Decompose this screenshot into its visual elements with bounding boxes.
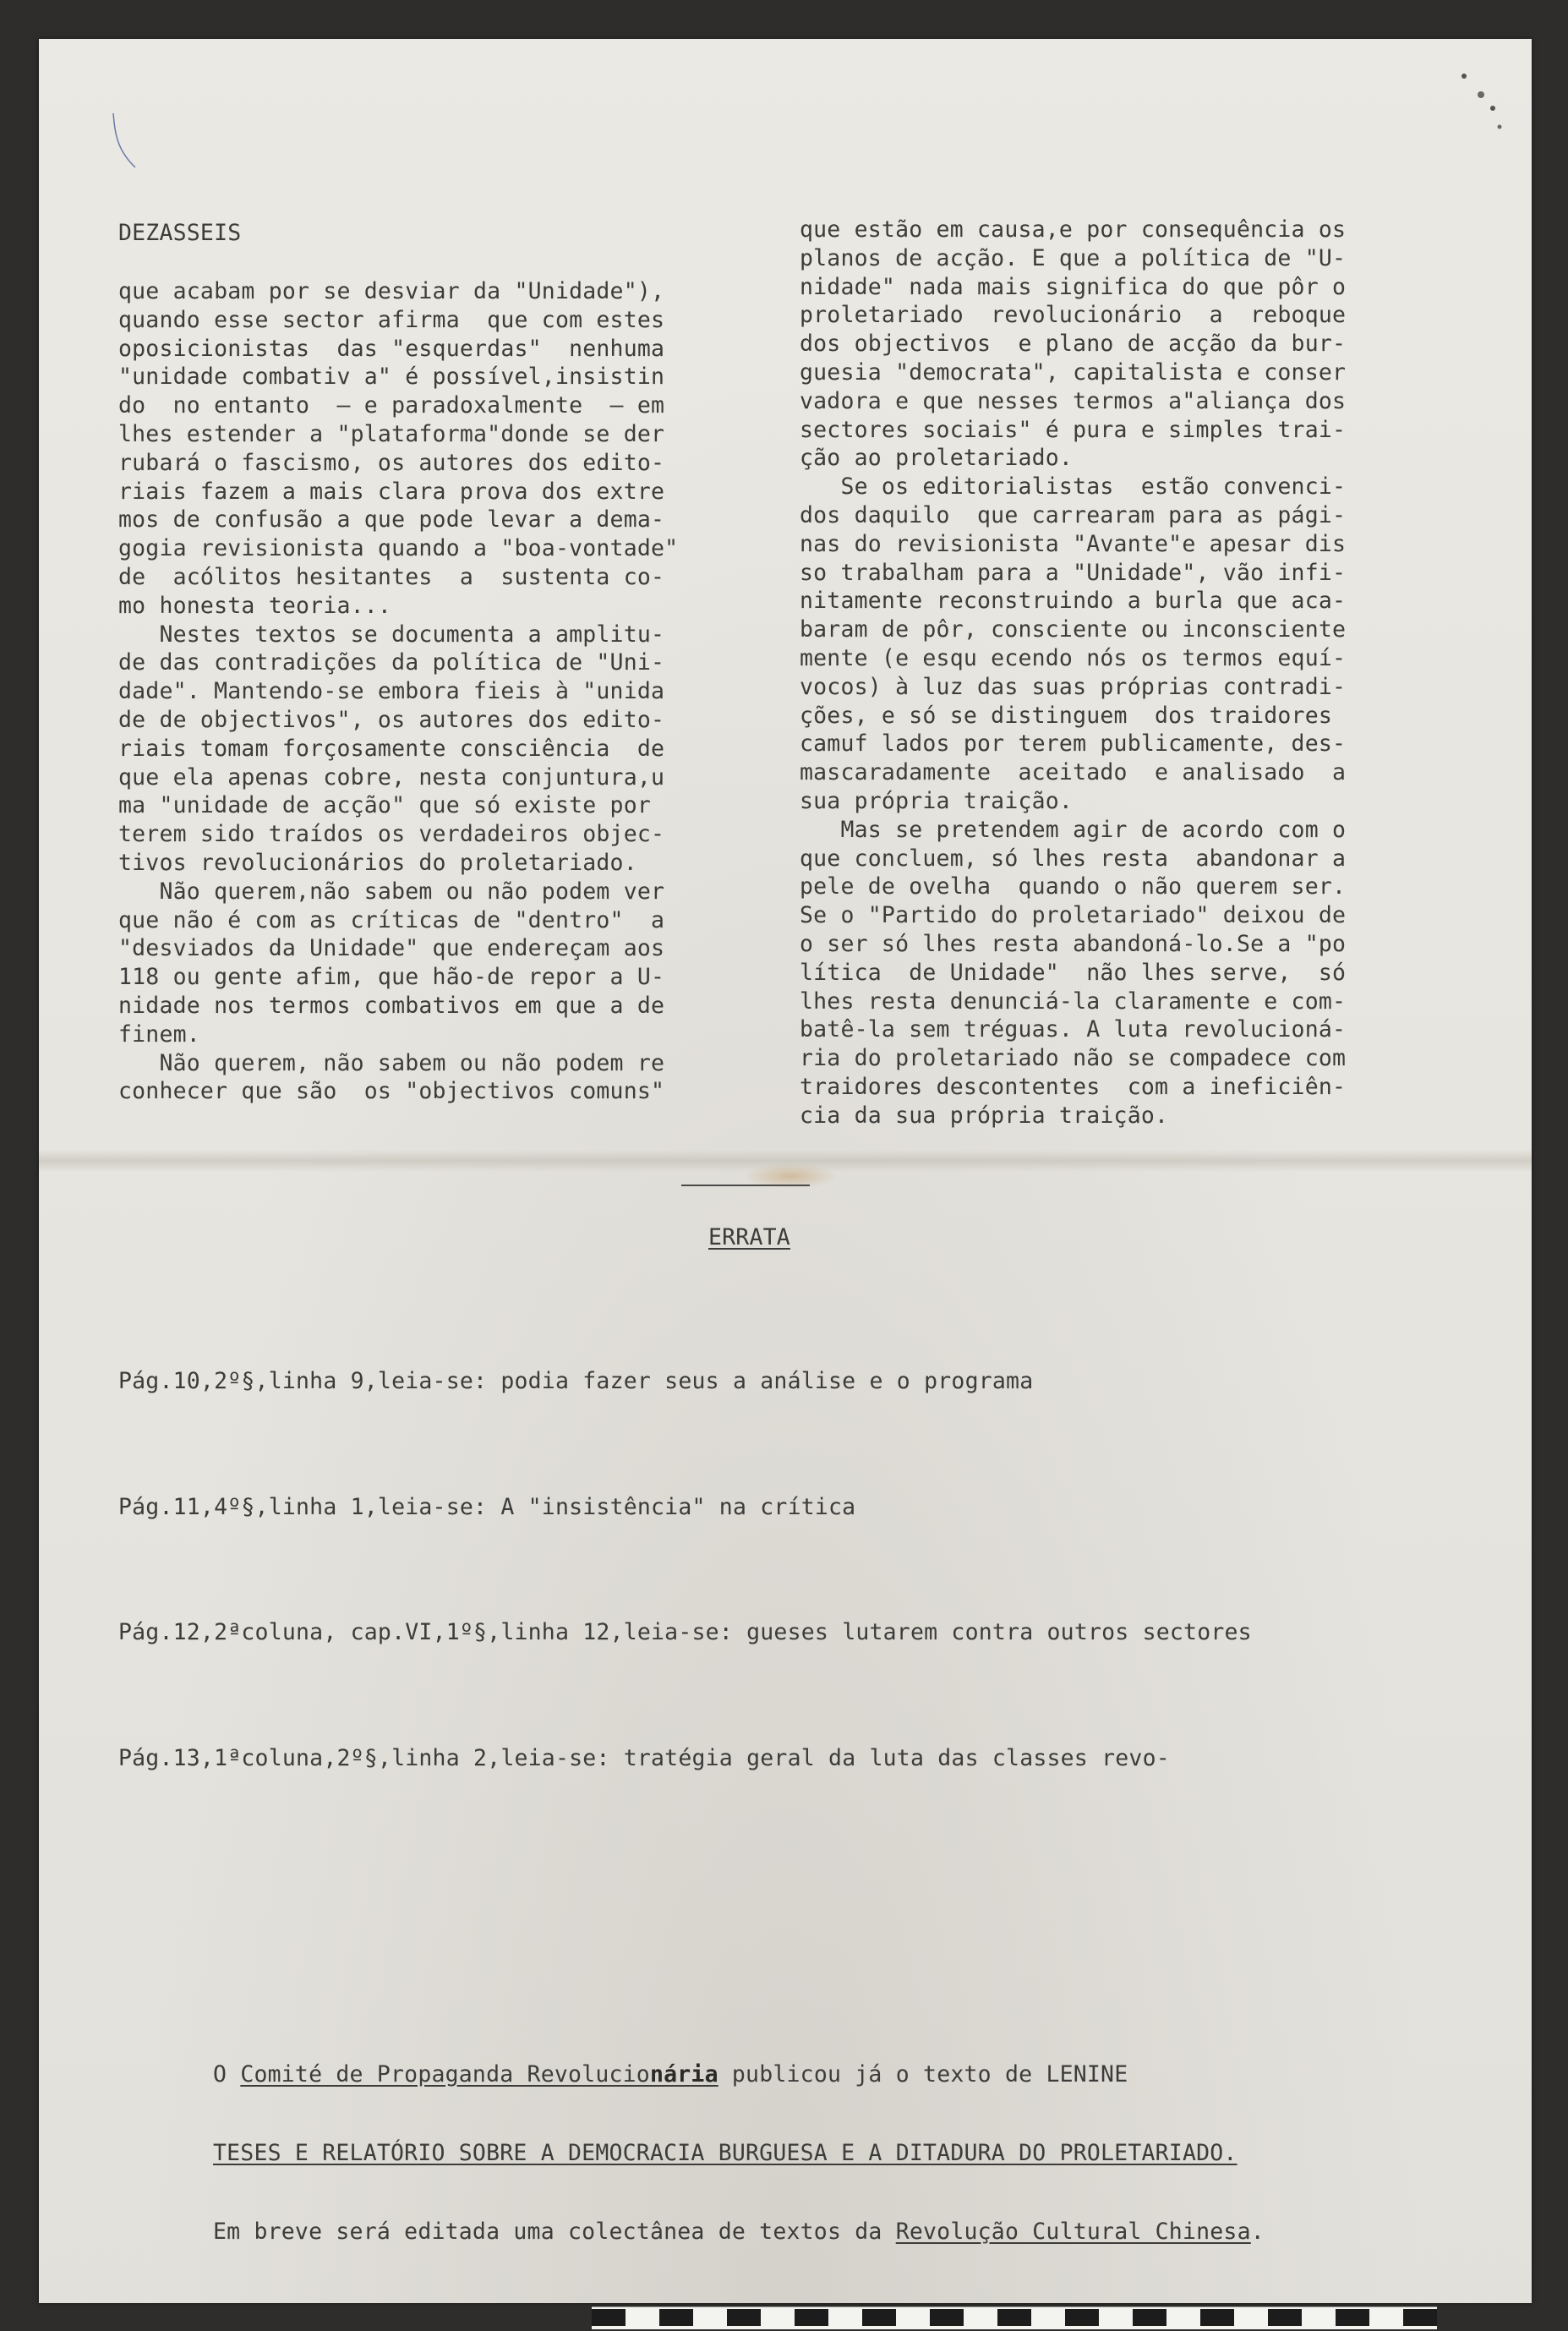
errata-row [118, 1737, 1252, 1780]
text-line: batê-la sem tréguas. A luta revolucioná- [800, 1016, 1347, 1043]
text-line: "unidade combativ a" é possível,insistin [118, 364, 665, 391]
errata-row [118, 1611, 1252, 1654]
errata-text: A "insistência" na crítica [500, 1493, 856, 1520]
text-line: 118 ou gente afim, que hão-de repor a U- [118, 964, 665, 991]
text-line: ções, e só se distinguem dos traidores [800, 702, 1333, 729]
text-line: de das contradições da política de "Uni- [118, 649, 665, 676]
text-line: so trabalham para a "Unidade", vão infi- [800, 559, 1347, 586]
text-line: Se o "Partido do proletariado" deixou de [800, 902, 1347, 929]
text-line: sectores sociais" é pura e simples trai- [800, 416, 1347, 443]
text-line: dos objectivos e plano de acção da bur- [800, 331, 1347, 358]
text-line: que não é com as críticas de "dentro" a [118, 906, 665, 933]
text-line: lhes estender a "plataforma"donde se der [118, 420, 665, 447]
pen-mark [108, 112, 142, 171]
errata-text: podia fazer seus a análise e o programa [500, 1368, 1034, 1394]
ruler-block [1133, 2309, 1166, 2326]
ruler-block [862, 2309, 896, 2326]
text-line: sua própria traição. [800, 787, 1074, 814]
ruler-block [659, 2309, 693, 2326]
publication-notice [213, 2009, 1265, 2271]
text-line: dos daquilo que carrearam para as pági- [800, 501, 1347, 528]
text-line: o ser só lhes resta abandoná-lo.Se a "po [800, 930, 1347, 957]
text-line: mos de confusão a que pode levar a dema- [118, 506, 665, 534]
text-line: nidade nos termos combativos em que a de [118, 992, 665, 1019]
text-line: conhecer que são os "objectivos comuns" [118, 1078, 665, 1105]
ruler-block [1065, 2309, 1099, 2326]
left-column [118, 277, 727, 1106]
ruler-block [997, 2309, 1031, 2326]
text-line: planos de acção. E que a política de "U- [800, 244, 1347, 271]
text-line: que acabam por se desviar da "Unidade"), [118, 278, 665, 304]
text-line: riais tomam forçosamente consciência de [118, 735, 665, 762]
text-line: mente (e esqu ecendo nós os termos equí- [800, 644, 1347, 671]
text-line: camuf lados por terem publicamente, des- [800, 730, 1347, 758]
text-line: mo honesta teoria... [118, 592, 392, 619]
text-line: mascaradamente aceitado e analisado a [800, 759, 1347, 786]
text-line: nas do revisionista "Avante"e apesar dis [800, 530, 1347, 557]
errata-row [118, 1360, 1252, 1403]
ruler-block [727, 2309, 761, 2326]
text-line: dade". Mantendo-se embora fieis à "unida [118, 678, 665, 705]
text-line: terem sido traídos os verdadeiros objec- [118, 821, 665, 848]
publisher-name [240, 2061, 718, 2088]
section-divider [681, 1185, 810, 1186]
text-line: baram de pôr, consciente ou inconsciente [800, 616, 1347, 643]
errata-ref: Pág.13,1ªcoluna,2º§,linha 2,leia-se: [118, 1744, 610, 1771]
notice-suffix: . [1250, 2219, 1265, 2245]
text-line: cia da sua própria traição. [800, 1102, 1169, 1129]
errata-ref: Pág.10,2º§,linha 9,leia-se: [118, 1368, 488, 1394]
text-line: que concluem, só lhes resta abandonar a [800, 845, 1347, 872]
notice-line-3 [213, 2219, 1265, 2245]
right-column [800, 216, 1408, 1130]
text-line: lhes resta denunciá-la claramente e com- [800, 988, 1347, 1015]
notice-line-1 [213, 2061, 1265, 2088]
text-line: tivos revolucionários do proletariado. [118, 849, 637, 876]
text-line: guesia "democrata", capitalista e conser [800, 358, 1347, 386]
text-line: de de objectivos", os autores dos edito- [118, 706, 665, 733]
page-heading: DEZASSEIS [118, 220, 242, 246]
text-line: nitamente reconstruindo a burla que aca- [800, 588, 1347, 615]
text-line: quando esse sector afirma que com estes [118, 306, 665, 333]
errata-title: ERRATA [708, 1224, 790, 1250]
text-line: ma "unidade de acção" que só existe por [118, 792, 652, 819]
publisher-name-part: Comité de Propaganda Revolucio [240, 2061, 650, 2088]
publisher-name-emphasis: nária [649, 2061, 718, 2088]
text-line: ria do proletariado não se compadece com [800, 1045, 1347, 1072]
errata-ref: Pág.12,2ªcoluna, cap.VI,1º§,linha 12,leia-se: [118, 1619, 733, 1645]
ruler-block [1268, 2309, 1302, 2326]
text-line: Não querem, não sabem ou não podem re [118, 1049, 665, 1076]
ruler-block [1336, 2309, 1369, 2326]
text-line: gogia revisionista quando a "boa-vontade" [118, 535, 679, 562]
punch-marks [1456, 69, 1506, 137]
text-line: pele de ovelha quando o não querem ser. [800, 873, 1347, 900]
text-line: vocos) à luz das suas próprias contradi- [800, 673, 1347, 700]
text-line: que ela apenas cobre, nesta conjuntura,u [118, 763, 665, 791]
text-line: Mas se pretendem agir de acordo com o [800, 816, 1347, 843]
text-line: Nestes textos se documenta a amplitu- [118, 621, 665, 648]
ruler-block [930, 2309, 964, 2326]
revolution-title: Revolução Cultural Chinesa [895, 2219, 1251, 2245]
text-line: oposicionistas das "esquerdas" nenhuma [118, 335, 665, 362]
text-line: lítica de Unidade" não lhes serve, só [800, 959, 1347, 986]
ruler-block [592, 2309, 626, 2326]
notice-prefix: O [213, 2061, 241, 2088]
text-line: de acólitos hesitantes a sustenta co- [118, 563, 665, 590]
ruler-block [1403, 2309, 1437, 2326]
text-line: traidores descontentes com a ineficiên- [800, 1073, 1347, 1100]
notice-line-2: TESES E RELATÓRIO SOBRE A DEMOCRACIA BURGUESA E A DITADURA DO PROLETARIADO. [213, 2140, 1237, 2166]
text-line: vadora e que nesses termos a"aliança dos [800, 387, 1347, 414]
errata-text: gueses lutarem contra outros sectores [746, 1619, 1252, 1645]
text-line: rubará o fascismo, os autores dos edito- [118, 449, 665, 476]
text-line: proletariado revolucionário a reboque [800, 302, 1347, 329]
text-line: Se os editorialistas estão convenci- [800, 473, 1347, 501]
text-line: nidade" nada mais significa do que pôr o [800, 273, 1347, 300]
text-line: riais fazem a mais clara prova dos extre [118, 478, 665, 505]
ruler-block [795, 2309, 828, 2326]
scale-ruler [592, 2306, 1437, 2329]
notice-suffix: publicou já o texto de LENINE [718, 2061, 1128, 2088]
text-line: que estão em causa,e por consequência os [800, 216, 1347, 243]
text-line: ção ao proletariado. [800, 445, 1074, 472]
text-line: Não querem,não sabem ou não podem ver [118, 878, 665, 905]
errata-text: tratégia geral da luta das classes revo- [623, 1744, 1170, 1771]
text-line: "desviados da Unidade" que endereçam aos [118, 935, 665, 962]
ruler-block [1200, 2309, 1234, 2326]
notice-prefix: Em breve será editada uma colectânea de textos da [213, 2219, 896, 2245]
errata-ref: Pág.11,4º§,linha 1,leia-se: [118, 1493, 488, 1520]
text-line: do no entanto — e paradoxalmente — em [118, 392, 665, 419]
errata-row [118, 1486, 1252, 1529]
text-line: finem. [118, 1020, 200, 1048]
errata-list [118, 1277, 1252, 1821]
